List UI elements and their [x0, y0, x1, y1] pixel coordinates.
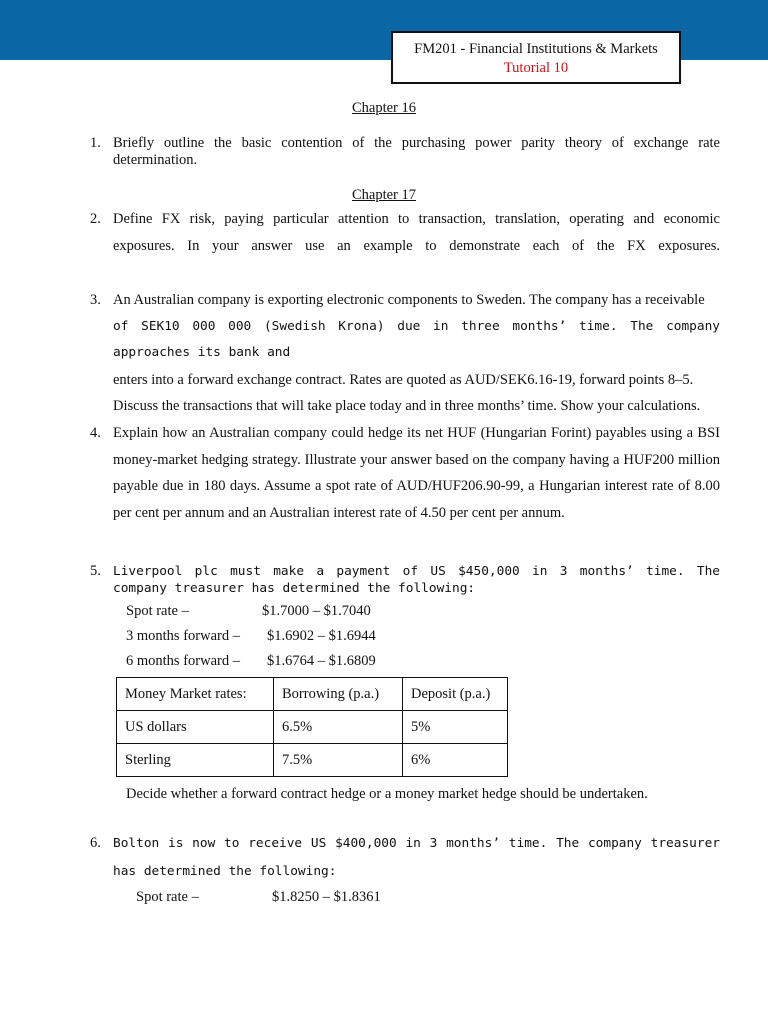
- q3-line-2: of SEK10 000 000 (Swedish Krona) due in three months’ time. The company approaches its bank and: [113, 318, 720, 360]
- question-text: Briefly outline the basic contention of the purchasing power parity theory of exchange rate determination.: [113, 135, 720, 168]
- table-cell: US dollars: [117, 711, 274, 744]
- question-text: Liverpool plc must make a payment of US $450,000 in 3 months’ time. The company treasurer has determined the following:: [113, 564, 720, 596]
- table-header-cell: Borrowing (p.a.): [274, 678, 403, 711]
- question-number: 6.: [90, 835, 101, 851]
- question-text: [113, 287, 720, 420]
- table-header-cell: Deposit (p.a.): [403, 678, 508, 711]
- q6-intro: Bolton is now to receive US $400,000 in 3 months’ time. The company treasurer has determined the following:: [113, 836, 720, 879]
- table-cell: Sterling: [117, 744, 274, 777]
- question-1: [90, 135, 720, 169]
- course-title: FM201 - Financial Institutions & Markets: [414, 41, 658, 57]
- question-number: 4.: [90, 425, 101, 441]
- table-cell: 6%: [403, 744, 508, 777]
- table-cell: 5%: [403, 711, 508, 744]
- table-cell: 7.5%: [274, 744, 403, 777]
- q3-line-3: enters into a forward exchange contract. Rates are quoted as AUD/SEK6.16-19, forward points 8–5.: [113, 371, 694, 388]
- chapter-16-heading: Chapter 16: [351, 100, 417, 116]
- question-number: 1.: [90, 135, 101, 151]
- q3-line-4: Discuss the transactions that will take place today and in three months’ time. Show your calculations.: [113, 398, 701, 414]
- rate-label: Spot rate –: [126, 603, 189, 619]
- q6-spot-rate: [136, 889, 381, 906]
- question-number: 2.: [90, 211, 101, 227]
- money-market-table: [116, 677, 508, 777]
- question-3: [90, 287, 720, 420]
- question-5: [90, 563, 720, 597]
- tutorial-label: Tutorial 10: [503, 60, 569, 76]
- table-row: [117, 744, 508, 777]
- table-header-cell: Money Market rates:: [117, 678, 274, 711]
- rate-label: 6 months forward –: [126, 653, 240, 669]
- question-number: 5.: [90, 563, 101, 579]
- question-4: [90, 420, 720, 526]
- chapter-17-heading: Chapter 17: [351, 187, 417, 203]
- q5-spot-rate: [126, 603, 371, 620]
- rate-value: $1.8250 – $1.8361: [272, 889, 381, 905]
- rate-label: 3 months forward –: [126, 628, 240, 644]
- q5-3m-forward: [126, 628, 376, 645]
- rate-value: $1.7000 – $1.7040: [262, 603, 371, 619]
- rate-label: Spot rate –: [136, 889, 199, 905]
- title-box: [391, 31, 681, 84]
- question-2: [90, 206, 720, 259]
- question-text: Explain how an Australian company could hedge its net HUF (Hungarian Forint) payables using a BSI money-market hedging strategy. Illustrate your answer based on the company having a HUF200 million payable due in 180 days. Assume a spot rate of AUD/HUF206.90-99, a Hungarian interest rate of 8.00 per cent per annum and an Australian interest rate of 4.50 per cent per annum.: [113, 425, 720, 521]
- question-6: [90, 830, 720, 885]
- table-row: [117, 711, 508, 744]
- question-text: Define FX risk, paying particular attention to transaction, translation, operating and economic exposures. In your answer use an example to demonstrate each of the FX exposures.: [113, 211, 720, 254]
- table-header-row: [117, 678, 508, 711]
- rate-value: $1.6902 – $1.6944: [267, 628, 376, 644]
- rate-value: $1.6764 – $1.6809: [267, 653, 376, 669]
- question-number: 3.: [90, 292, 101, 308]
- q5-6m-forward: [126, 653, 376, 670]
- table-cell: 6.5%: [274, 711, 403, 744]
- q5-decide: Decide whether a forward contract hedge or a money market hedge should be undertaken.: [126, 786, 648, 802]
- question-text: [113, 830, 720, 885]
- q3-line-1: An Australian company is exporting electronic components to Sweden. The company has a receivable: [113, 292, 705, 308]
